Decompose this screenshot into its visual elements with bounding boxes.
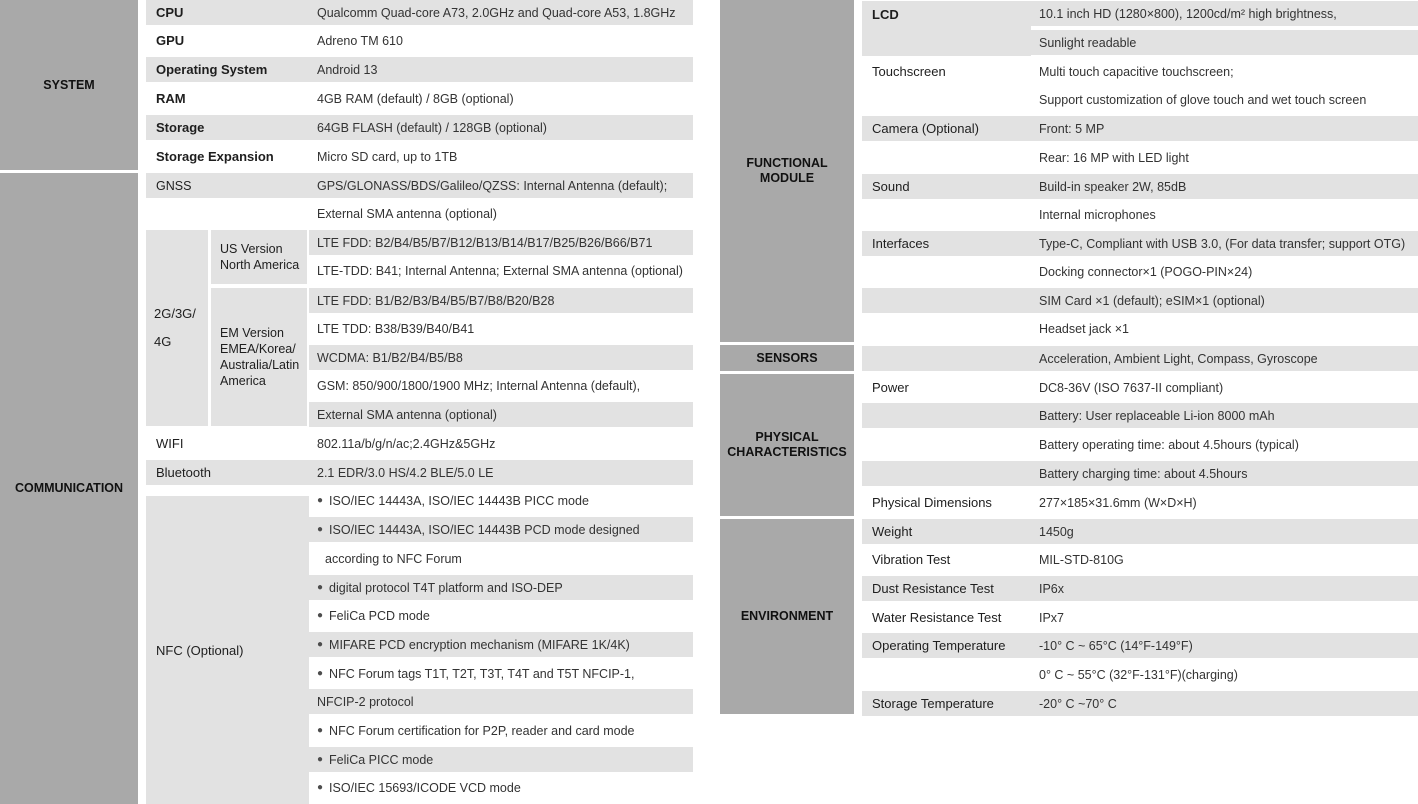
value-bluetooth: 2.1 EDR/3.0 HS/4.2 BLE/5.0 LE	[309, 460, 693, 485]
label-nfc: NFC (Optional)	[146, 496, 309, 804]
label-vibration: Vibration Test	[872, 552, 951, 567]
value-dimensions: 277×185×31.6mm (W×D×H)	[1039, 495, 1197, 510]
value-touchscreen-2: Support customization of glove touch and wet touch screen	[1039, 92, 1367, 107]
filler-power-1	[862, 403, 1031, 428]
nfc-item-3: ● digital protocol T4T platform and ISO-DEP	[309, 575, 693, 600]
value-power-4: Battery charging time: about 4.5hours	[1031, 461, 1418, 486]
nfc-item-7: ● NFC Forum certification for P2P, reader and card mode	[309, 718, 693, 743]
value-sensors: Acceleration, Ambient Light, Compass, Gyroscope	[1031, 346, 1418, 371]
value-power-3: Battery operating time: about 4.5hours (typical)	[1039, 437, 1299, 452]
label-us-version: US Version North America	[211, 230, 307, 284]
value-em-5: External SMA antenna (optional)	[309, 402, 693, 427]
nfc-item-8: ● FeliCa PICC mode	[309, 747, 693, 772]
value-vibration: MIL-STD-810G	[1039, 552, 1124, 567]
value-operating-temp-2: 0° C ~ 55°C (32°F-131°F)(charging)	[1039, 667, 1238, 682]
value-wifi: 802.11a/b/g/n/ac;2.4GHz&5GHz	[317, 436, 496, 451]
value-em-4: GSM: 850/900/1800/1900 MHz; Internal Antenna (default),	[317, 378, 641, 393]
section-physical-title: PHYSICAL CHARACTERISTICS	[727, 430, 847, 459]
value-lcd-1: 10.1 inch HD (1280×800), 1200cd/m² high brightness,	[1031, 1, 1418, 26]
value-dust: IP6x	[1031, 576, 1418, 601]
nfc-item-5: ● MIFARE PCD encryption mechanism (MIFARE 1K/4K)	[309, 632, 693, 657]
label-operating-temp: Operating Temperature	[862, 633, 1031, 658]
value-interfaces-1: Type-C, Compliant with USB 3.0, (For data transfer; support OTG)	[1031, 231, 1418, 256]
value-gnss-1: GPS/GLONASS/BDS/Galileo/QZSS: Internal Antenna (default);	[309, 173, 693, 198]
value-us-1: LTE FDD: B2/B4/B5/B7/B12/B13/B14/B17/B25/B26/B66/B71	[309, 230, 693, 255]
value-water: IPx7	[1039, 610, 1065, 625]
value-interfaces-4: Headset jack ×1	[1039, 321, 1129, 336]
value-storage: 64GB FLASH (default) / 128GB (optional)	[309, 115, 693, 140]
label-storage: Storage	[146, 115, 309, 140]
value-operating-temp-1: -10° C ~ 65°C (14°F-149°F)	[1031, 633, 1418, 658]
value-storage-temp: -20° C ~70° C	[1031, 691, 1418, 716]
filler-sensors	[862, 346, 1031, 371]
section-communication	[0, 173, 138, 804]
nfc-item-6-cont: NFCIP-2 protocol	[309, 689, 693, 714]
nfc-item-1: ● ISO/IEC 14443A, ISO/IEC 14443B PICC mode	[309, 488, 693, 513]
label-em-version: EM Version EMEA/Korea/ Australia/Latin America	[211, 288, 307, 426]
filler-interfaces	[862, 288, 1031, 313]
label-cpu: CPU	[146, 0, 309, 25]
label-dimensions: Physical Dimensions	[872, 495, 992, 510]
label-wifi: WIFI	[156, 436, 184, 451]
value-camera-front: Front: 5 MP	[1031, 116, 1418, 141]
label-bluetooth: Bluetooth	[146, 460, 309, 485]
value-gnss-2: External SMA antenna (optional)	[317, 206, 497, 221]
nfc-item-2-cont: according to NFC Forum	[325, 551, 462, 566]
label-storage-temp: Storage Temperature	[862, 691, 1031, 716]
value-weight: 1450g	[1031, 519, 1418, 544]
label-os: Operating System	[146, 57, 309, 82]
value-gpu: Adreno TM 610	[317, 33, 403, 48]
value-interfaces-3: SIM Card ×1 (default); eSIM×1 (optional)	[1031, 288, 1418, 313]
value-camera-rear: Rear: 16 MP with LED light	[1039, 150, 1189, 165]
value-ram: 4GB RAM (default) / 8GB (optional)	[317, 91, 514, 106]
nfc-item-2: ● ISO/IEC 14443A, ISO/IEC 14443B PCD mode designed	[309, 517, 693, 542]
label-gpu: GPU	[156, 33, 185, 48]
section-environment	[720, 519, 854, 714]
label-water: Water Resistance Test	[872, 610, 1002, 625]
label-gnss: GNSS	[146, 173, 309, 198]
value-em-1: LTE FDD: B1/B2/B3/B4/B5/B7/B8/B20/B28	[309, 288, 693, 313]
value-power-2: Battery: User replaceable Li-ion 8000 mAh	[1031, 403, 1418, 428]
label-cellular: 2G/3G/ 4G	[146, 230, 208, 426]
value-interfaces-2: Docking connector×1 (POGO-PIN×24)	[1039, 264, 1253, 279]
label-lcd: LCD	[862, 1, 1031, 56]
nfc-item-4: ● FeliCa PCD mode	[309, 603, 693, 628]
value-os: Android 13	[309, 57, 693, 82]
value-touchscreen-1: Multi touch capacitive touchscreen;	[1039, 64, 1234, 79]
label-touchscreen: Touchscreen	[872, 64, 946, 79]
label-interfaces: Interfaces	[862, 231, 1031, 256]
value-em-3: WCDMA: B1/B2/B4/B5/B8	[309, 345, 693, 370]
label-dust: Dust Resistance Test	[862, 576, 1031, 601]
label-weight: Weight	[862, 519, 1031, 544]
label-camera: Camera (Optional)	[862, 116, 1031, 141]
section-system-title: SYSTEM	[43, 77, 95, 92]
label-sound: Sound	[862, 174, 1031, 199]
value-sound-2: Internal microphones	[1039, 207, 1156, 222]
section-environment-title: ENVIRONMENT	[740, 609, 834, 623]
section-sensors	[720, 345, 854, 371]
label-power: Power	[872, 380, 909, 395]
nfc-item-6: ● NFC Forum tags T1T, T2T, T3T, T4T and T5T NFCIP-1,	[309, 661, 693, 686]
value-power-1: DC8-36V (ISO 7637-II compliant)	[1039, 380, 1224, 395]
value-cpu: Qualcomm Quad-core A73, 2.0GHz and Quad-core A53, 1.8GHz	[309, 0, 693, 25]
section-system	[0, 0, 138, 170]
value-storage-expansion: Micro SD card, up to 1TB	[317, 149, 458, 164]
section-functional-module	[720, 0, 854, 342]
value-us-2: LTE-TDD: B41; Internal Antenna; External SMA antenna (optional)	[317, 263, 683, 278]
value-lcd-2: Sunlight readable	[1031, 30, 1418, 55]
value-sound-1: Build-in speaker 2W, 85dB	[1031, 174, 1418, 199]
section-physical	[720, 374, 854, 516]
section-sensors-title: SENSORS	[756, 350, 818, 365]
filler-power-2	[862, 461, 1031, 486]
label-ram: RAM	[156, 91, 186, 106]
label-storage-expansion: Storage Expansion	[156, 149, 274, 164]
section-functional-module-title: FUNCTIONAL MODULE	[746, 156, 828, 185]
value-em-2: LTE TDD: B38/B39/B40/B41	[317, 321, 475, 336]
nfc-item-9: ● ISO/IEC 15693/ICODE VCD mode	[309, 775, 693, 800]
section-communication-title: COMMUNICATION	[14, 481, 124, 495]
